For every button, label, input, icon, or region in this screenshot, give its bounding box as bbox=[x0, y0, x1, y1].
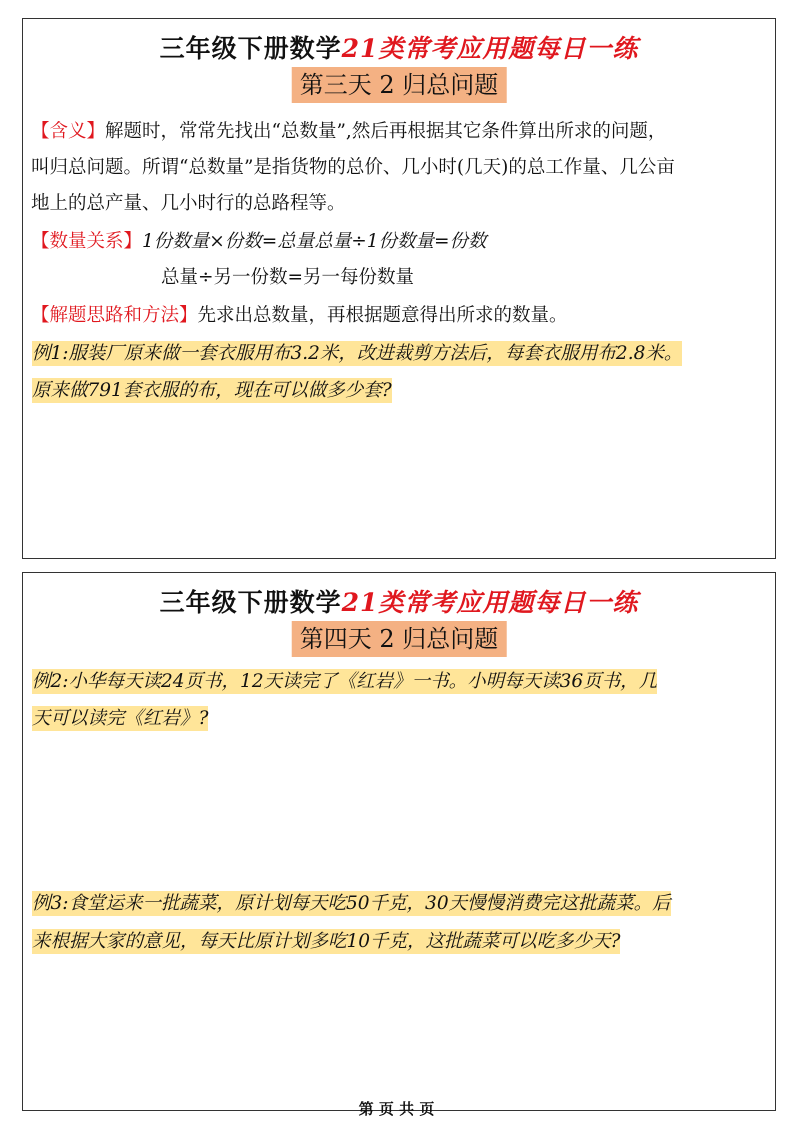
definition-line-1 bbox=[31, 113, 767, 150]
worksheet-card-day3 bbox=[22, 18, 776, 559]
worksheet-card-day4 bbox=[22, 572, 776, 1111]
example-3-line-1 bbox=[32, 885, 767, 922]
title-highlight: 21类常考应用题每日一练 bbox=[341, 588, 639, 617]
day-subtitle: 第四天 2 归总问题 bbox=[292, 621, 507, 657]
title-highlight: 21类常考应用题每日一练 bbox=[341, 34, 639, 63]
relation-formula-1: 1份数量×份数=总量总量÷1份数量=份数 bbox=[142, 231, 487, 252]
relation-label: 【数量关系】 bbox=[31, 231, 143, 252]
example-2-line-1 bbox=[32, 663, 767, 700]
example-2-line-2 bbox=[32, 700, 767, 737]
day-subtitle: 第三天 2 归总问题 bbox=[292, 67, 507, 103]
method-label: 【解题思路和方法】 bbox=[31, 305, 198, 326]
definition-text-1: 解题时，常常先找出“总数量”,然后再根据其它条件算出所求的问题， bbox=[105, 121, 667, 142]
page-footer: 第 页 共 页 bbox=[358, 1100, 435, 1118]
example-3-line-2 bbox=[32, 923, 767, 960]
relation-line-2: 总量÷另一份数=另一每份数量 bbox=[161, 267, 415, 288]
example-2-text-2: 天可以读完《红岩》? bbox=[32, 708, 209, 729]
card-title bbox=[23, 583, 775, 619]
definition-line-2: 叫归总问题。所谓“总数量”是指货物的总价、几小时(几天)的总工作量、几公亩 bbox=[31, 157, 675, 178]
example-1-line-1 bbox=[32, 335, 767, 372]
method-text: 先求出总数量，再根据题意得出所求的数量。 bbox=[197, 305, 568, 326]
definition-line-3: 地上的总产量、几小时行的总路程等。 bbox=[31, 193, 346, 214]
example-3-text-2: 来根据大家的意见，每天比原计划多吃10千克，这批蔬菜可以吃多少天? bbox=[32, 931, 621, 952]
definition-label: 【含义】 bbox=[31, 121, 106, 142]
example-2-text-1: 例2:小华每天读24页书，12天读完了《红岩》一书。小明每天读36页书，几 bbox=[32, 671, 658, 692]
example-3-text-1: 例3:食堂运来一批蔬菜，原计划每天吃50千克，30天慢慢消费完这批蔬菜。后 bbox=[32, 893, 671, 914]
method-line bbox=[31, 297, 767, 334]
example-1-text-2: 原来做791套衣服的布，现在可以做多少套? bbox=[32, 380, 392, 401]
example-1-text-1: 例1:服装厂原来做一套衣服用布3.2米，改进裁剪方法后，每套衣服用布2.8米。 bbox=[32, 343, 683, 364]
title-prefix: 三年级下册数学 bbox=[159, 588, 342, 617]
title-prefix: 三年级下册数学 bbox=[159, 34, 342, 63]
relation-line-1 bbox=[31, 223, 767, 260]
example-1-line-2 bbox=[32, 372, 767, 409]
card-title bbox=[23, 29, 775, 65]
